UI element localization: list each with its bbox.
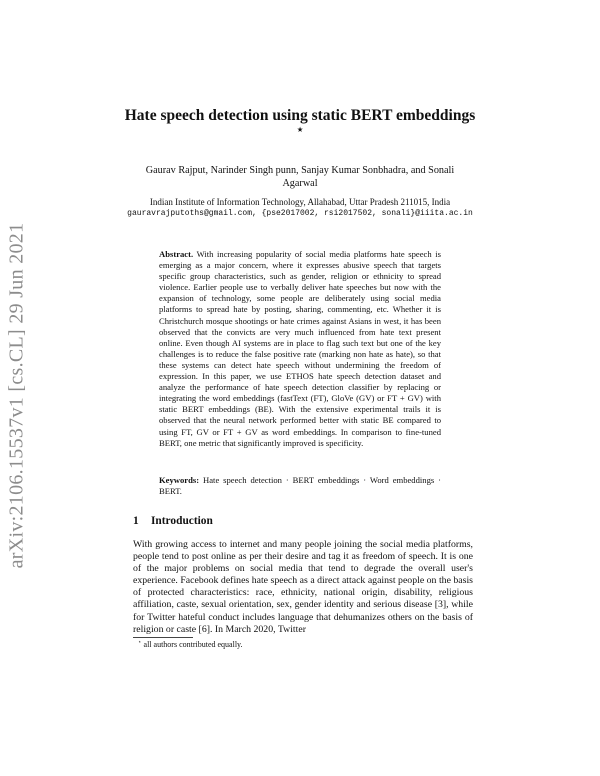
affiliation: Indian Institute of Information Technology, Allahabad, Uttar Pradesh 211015, India — [149, 197, 451, 207]
arxiv-side-stamp — [2, 205, 32, 585]
title-footnote-mark: ⋆ — [296, 123, 304, 136]
arxiv-identifier: arXiv:2106.15537v1 [cs.CL] 29 Jun 2021 — [5, 222, 28, 568]
affiliation-block — [110, 196, 490, 220]
abstract-label: Abstract. — [159, 249, 194, 259]
section-title: Introduction — [151, 515, 213, 527]
footnote-text: all authors contributed equally. — [143, 640, 243, 649]
section-heading — [133, 515, 213, 527]
footnote-mark: ⋆ — [138, 639, 142, 646]
abstract-text: With increasing popularity of social media platforms hate speech is emerging as a major concern, where it expresses abusive speech that targets specific group characteristics, such as gender, religion or ethnicity to spread violence. Earlier people use to verbally deliver hate speeches but now with the expansion of technology, some people are deliberately using social media platforms to spread hate by posting, sharing, commenting, etc. Whether it is Christchurch mosque shootings or hate crimes against Asians in west, it has been observed that the convicts are very much influenced from hate text present online. Even though AI systems are in place to flag such text but one of the key challenges is to reduce the false positive rate (marking non hate as hate), so that these systems can detect hate speech without undermining the freedom of expression. In this paper, we use ETHOS hate speech detection dataset and analyze the performance of hate speech detection classifier by replacing or integrating the word embeddings (fastText (FT), GloVe (GV) or FT + GV) with static BERT embeddings (BE). With the extensive experimental trails it is observed that the neural network performed better with static BE compared to using FT, GV or FT + GV as word embeddings. In comparison to fine-tuned BERT, one metric that significantly improved is specificity. — [159, 249, 441, 448]
keywords-label: Keywords: — [159, 475, 200, 485]
keywords — [159, 475, 441, 497]
footnote — [138, 640, 243, 650]
section-number: 1 — [133, 515, 139, 527]
author-emails: gauravrajputoths@gmail.com, {pse2017002, rsi2017502, sonali}@iiita.ac.in — [127, 209, 473, 218]
footnote-divider — [133, 637, 193, 638]
keywords-text: Hate speech detection · BERT embeddings · Word embeddings · BERT. — [159, 475, 442, 497]
abstract — [159, 249, 441, 449]
paper-title — [120, 106, 480, 144]
title-text: Hate speech detection using static BERT embeddings — [124, 107, 476, 124]
author-list: Gaurav Rajput, Narinder Singh punn, Sanjay Kumar Sonbhadra, and Sonali Agarwal — [145, 165, 455, 189]
introduction-paragraph: With growing access to internet and many people joining the social media platforms, people tend to post online as per their desire and tag it as freedom of speech. It is one of the major problems on social media that tend to degrade the overall user's experience. Facebook defines hate speech as a direct attack against people on the basis of protected characteristics: race, ethnicity, national origin, disability, religious affiliation, caste, sexual orientation, sex, gender identity and serious disease [3], while for Twitter hateful conduct includes language that dehumanizes others on the basis of religion or caste [6]. In March 2020, Twitter — [133, 539, 473, 635]
